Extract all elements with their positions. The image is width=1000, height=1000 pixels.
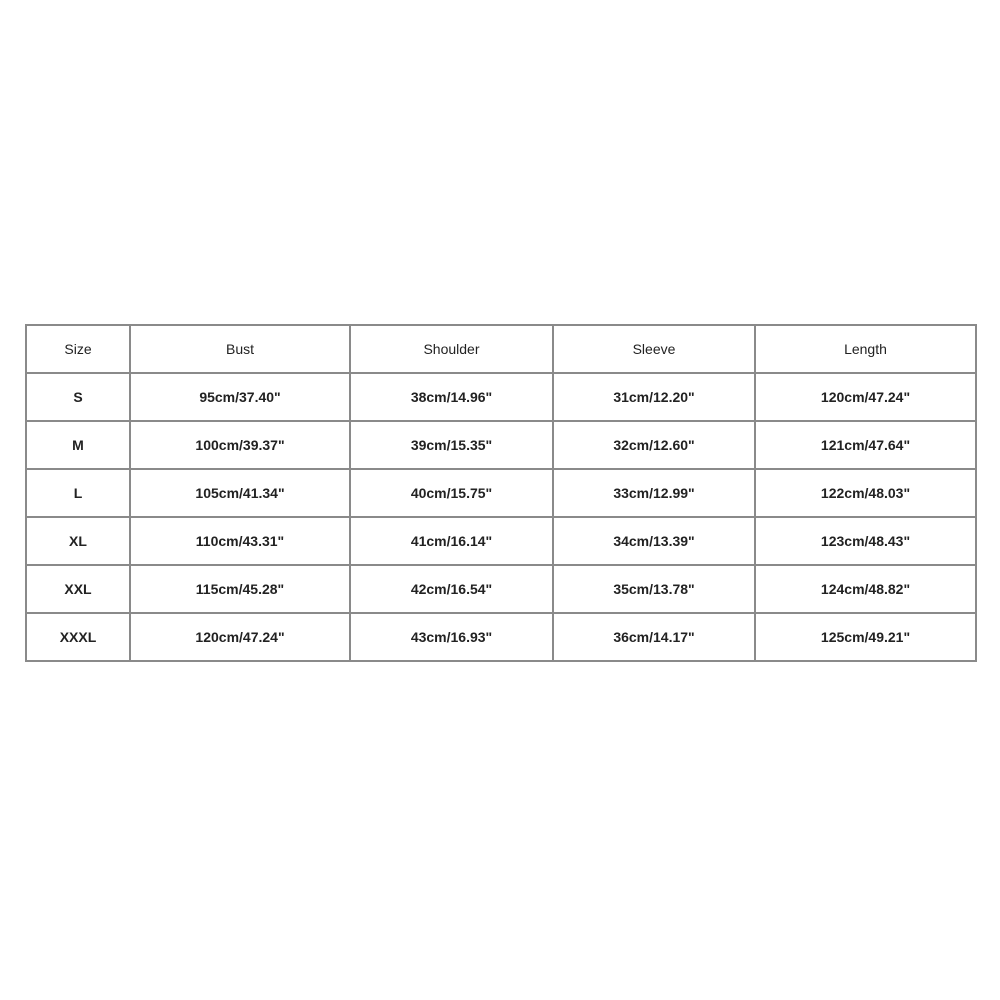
shoulder-cell: 43cm/16.93": [350, 613, 553, 661]
table-row: [26, 613, 976, 661]
size-cell: XXL: [26, 565, 130, 613]
header-sleeve: Sleeve: [553, 325, 755, 373]
size-cell: M: [26, 421, 130, 469]
length-cell: 121cm/47.64": [755, 421, 976, 469]
bust-cell: 105cm/41.34": [130, 469, 350, 517]
sleeve-cell: 36cm/14.17": [553, 613, 755, 661]
header-bust: Bust: [130, 325, 350, 373]
sleeve-cell: 32cm/12.60": [553, 421, 755, 469]
header-size: Size: [26, 325, 130, 373]
length-cell: 122cm/48.03": [755, 469, 976, 517]
sleeve-cell: 35cm/13.78": [553, 565, 755, 613]
length-cell: 125cm/49.21": [755, 613, 976, 661]
table-row: [26, 421, 976, 469]
shoulder-cell: 41cm/16.14": [350, 517, 553, 565]
sleeve-cell: 33cm/12.99": [553, 469, 755, 517]
table-row: [26, 469, 976, 517]
bust-cell: 110cm/43.31": [130, 517, 350, 565]
length-cell: 123cm/48.43": [755, 517, 976, 565]
bust-cell: 115cm/45.28": [130, 565, 350, 613]
shoulder-cell: 38cm/14.96": [350, 373, 553, 421]
bust-cell: 120cm/47.24": [130, 613, 350, 661]
header-shoulder: Shoulder: [350, 325, 553, 373]
size-cell: XXXL: [26, 613, 130, 661]
size-cell: L: [26, 469, 130, 517]
bust-cell: 95cm/37.40": [130, 373, 350, 421]
size-cell: S: [26, 373, 130, 421]
size-cell: XL: [26, 517, 130, 565]
table-row: [26, 517, 976, 565]
length-cell: 120cm/47.24": [755, 373, 976, 421]
shoulder-cell: 40cm/15.75": [350, 469, 553, 517]
length-cell: 124cm/48.82": [755, 565, 976, 613]
size-chart-table: [25, 324, 977, 662]
bust-cell: 100cm/39.37": [130, 421, 350, 469]
sleeve-cell: 31cm/12.20": [553, 373, 755, 421]
table-row: [26, 373, 976, 421]
shoulder-cell: 39cm/15.35": [350, 421, 553, 469]
shoulder-cell: 42cm/16.54": [350, 565, 553, 613]
table-header-row: [26, 325, 976, 373]
sleeve-cell: 34cm/13.39": [553, 517, 755, 565]
table-row: [26, 565, 976, 613]
header-length: Length: [755, 325, 976, 373]
